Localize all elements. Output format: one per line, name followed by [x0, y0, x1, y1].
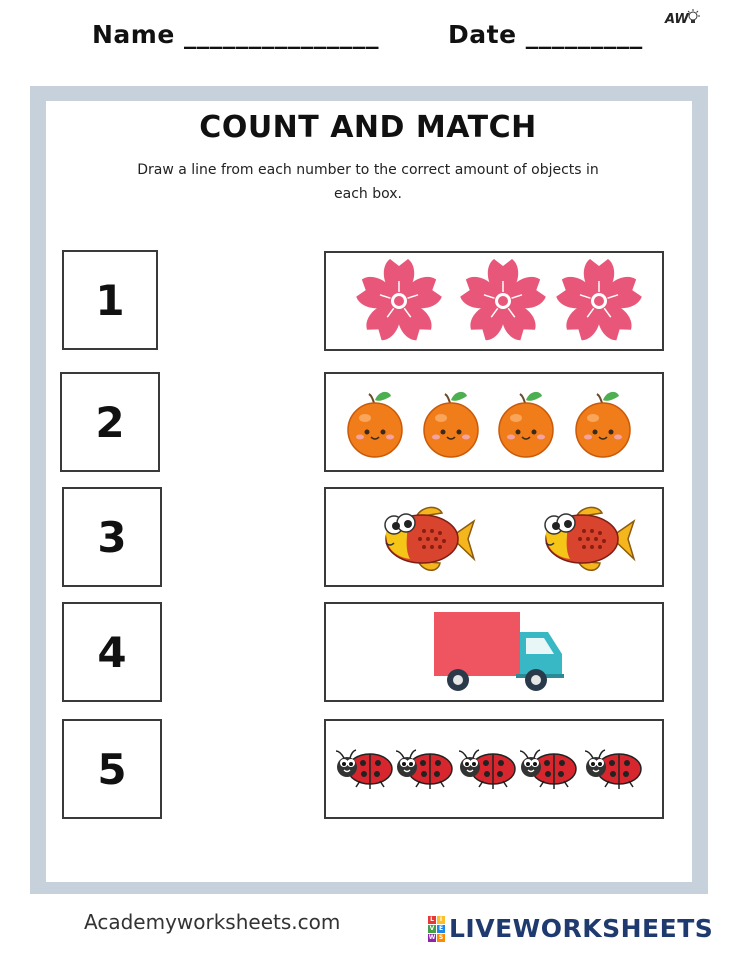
lw-letter: I — [437, 916, 445, 924]
picture-box-oranges[interactable] — [324, 372, 664, 472]
ladybug-icon — [520, 750, 576, 789]
orange-icon — [424, 392, 478, 457]
number-label: 1 — [95, 275, 125, 325]
aw-logo-text: AW — [665, 12, 689, 27]
orange-icon — [348, 392, 402, 457]
flower-icon — [458, 259, 547, 344]
instruction-line-2: each box. — [334, 186, 402, 202]
flower-icon — [354, 259, 443, 344]
worksheet-title: COUNT AND MATCH — [199, 110, 537, 145]
number-box-4[interactable] — [62, 602, 162, 702]
picture-box-flowers[interactable] — [324, 251, 664, 351]
number-box-5[interactable] — [62, 719, 162, 819]
number-label: 5 — [97, 744, 127, 794]
instructions — [118, 158, 618, 206]
flower-icon — [554, 259, 643, 344]
picture-box-truck[interactable] — [324, 602, 664, 702]
instruction-line-1: Draw a line from each number to the correct amount of objects in — [137, 162, 599, 178]
name-field-label: Name _______________ — [92, 20, 380, 49]
ladybug-icon — [459, 750, 515, 789]
truck-icon — [434, 612, 564, 691]
lw-letter: E — [438, 924, 444, 932]
lw-letter: V — [429, 924, 435, 932]
liveworksheets-text: LIVEWORKSHEETS — [449, 914, 714, 943]
fish-icon — [545, 507, 634, 570]
ladybug-icon — [585, 750, 641, 789]
lw-letter: S — [438, 933, 444, 941]
lw-letter: L — [428, 916, 436, 924]
number-label: 4 — [97, 627, 127, 677]
fish-icon — [385, 507, 474, 570]
lightbulb-icon — [685, 9, 701, 25]
liveworksheets-logo[interactable] — [428, 914, 713, 943]
number-box-2[interactable] — [60, 372, 160, 472]
aw-logo — [665, 12, 689, 27]
liveworksheets-grid-icon — [428, 916, 445, 942]
orange-icon — [499, 392, 553, 457]
lw-letter: W — [428, 933, 436, 941]
date-field-label: Date _________ — [448, 20, 643, 49]
picture-box-fish[interactable] — [324, 487, 664, 587]
number-label: 3 — [97, 512, 127, 562]
ladybug-icon — [336, 750, 392, 789]
number-label: 2 — [95, 397, 125, 447]
ladybug-icon — [396, 750, 452, 789]
number-box-1[interactable] — [62, 250, 158, 350]
academy-worksheets-link[interactable]: Academyworksheets.com — [84, 910, 341, 934]
orange-icon — [576, 392, 630, 457]
number-box-3[interactable] — [62, 487, 162, 587]
picture-box-ladybugs[interactable] — [324, 719, 664, 819]
